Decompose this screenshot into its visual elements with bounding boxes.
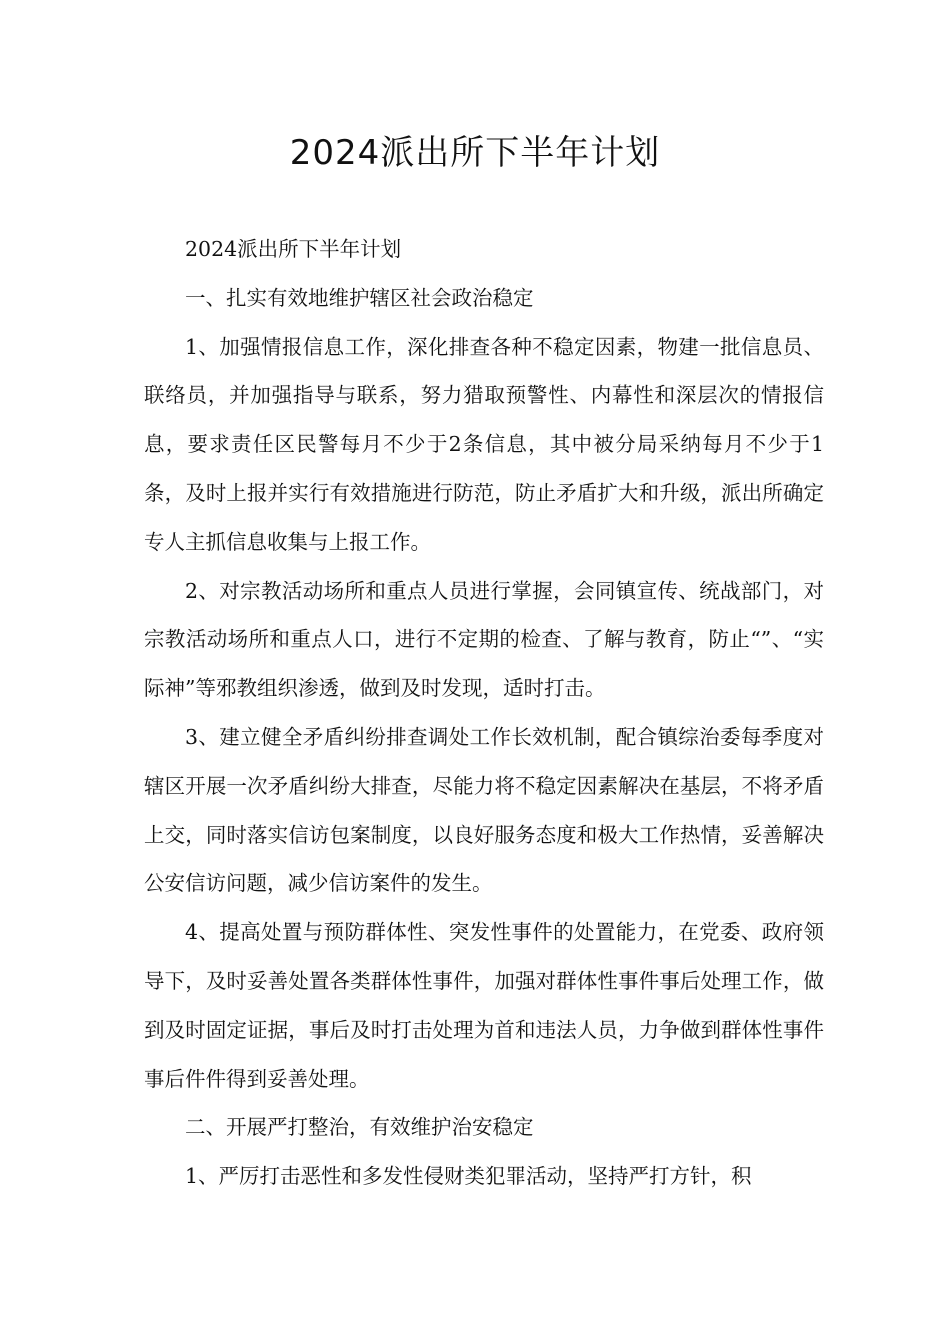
- section-heading-2: 二、开展严打整治，有效维护治安稳定: [185, 1115, 534, 1140]
- document-title: 2024派出所下半年计划: [289, 133, 661, 173]
- section-heading-1: 一、扎实有效地维护辖区社会政治稳定: [185, 285, 534, 310]
- paragraph-2-1: 1、严厉打击恶性和多发性侵财类犯罪活动，坚持严打方针，积: [185, 1164, 752, 1189]
- paragraph-1-1: 1、加强情报信息工作，深化排查各种不稳定因素，物建一批信息员、联络员，并加强指导与联系，努力猎取预警性、内幕性和深层次的情报信息，要求责任区民警每月不少于2条信息，其中被分局采纳每月不少于1条，及时上报并实行有效措施进行防范，防止矛盾扩大和升级，派出所确定专人主抓信息收集与上报工作。: [144, 334, 824, 554]
- paragraph-subtitle: 2024派出所下半年计划: [185, 237, 402, 261]
- document-body: [144, 225, 824, 1201]
- paragraph-1-4: 4、提高处置与预防群体性、突发性事件的处置能力，在党委、政府领导下，及时妥善处置各类群体性事件，加强对群体性事件事后处理工作，做到及时固定证据，事后及时打击处理为首和违法人员，力争做到群体性事件事后件件得到妥善处理。: [144, 920, 824, 1091]
- paragraph-1-3: 3、建立健全矛盾纠纷排查调处工作长效机制，配合镇综治委每季度对辖区开展一次矛盾纠纷大排查，尽能力将不稳定因素解决在基层，不将矛盾上交，同时落实信访包案制度，以良好服务态度和极大工作热情，妥善解决公安信访问题，减少信访案件的发生。: [144, 724, 824, 896]
- paragraph-1-2: 2、对宗教活动场所和重点人员进行掌握，会同镇宣传、统战部门，对宗教活动场所和重点人口，进行不定期的检查、了解与教育，防止“”、“实际神”等邪教组织渗透，做到及时发现，适时打击。: [144, 578, 824, 701]
